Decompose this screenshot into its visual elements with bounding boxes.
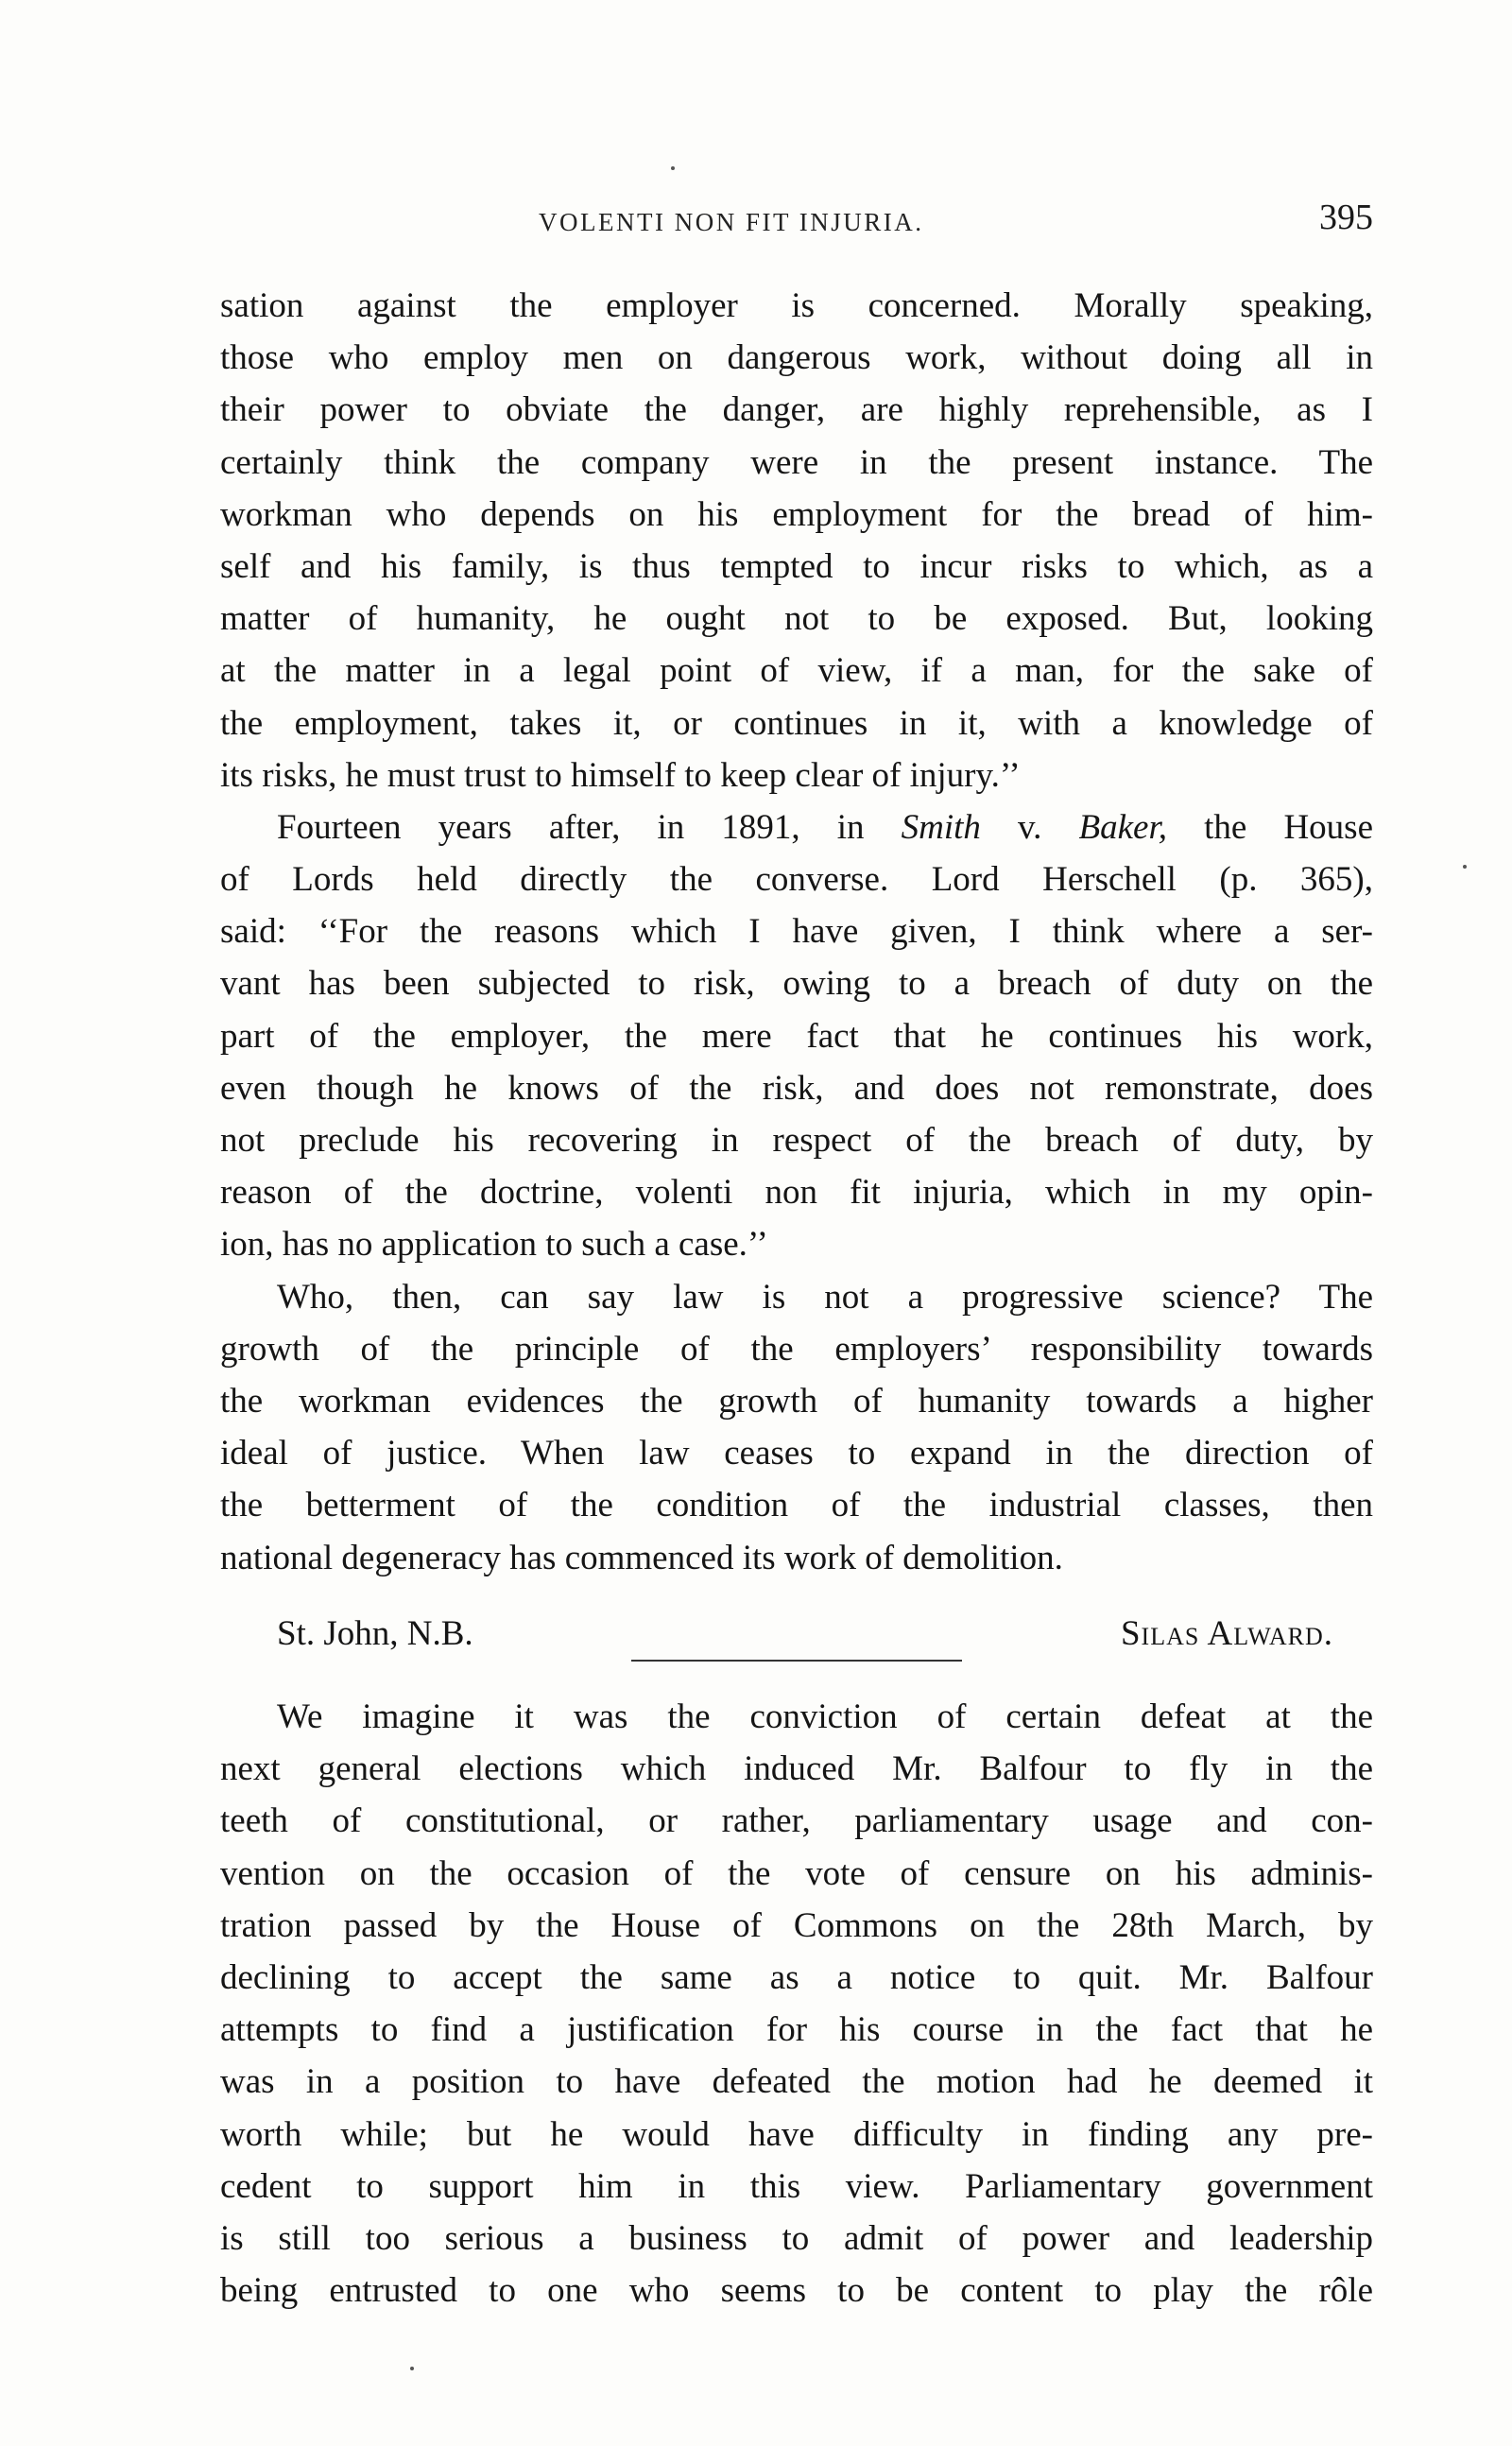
text-span: the House (1167, 807, 1373, 847)
paragraph-3 (220, 1271, 1373, 1584)
text-line: national degeneracy has commenced its work of demolition. (220, 1538, 1063, 1577)
text-line: Who, then, can say law is not a progressive science? The (277, 1277, 1373, 1317)
text-line: the employment, takes it, or continues in it, with a knowledge of (220, 703, 1373, 743)
signature-name: Silas Alward. (1120, 1614, 1333, 1653)
text-line: growth of the principle of the employers’ responsibility towards (220, 1329, 1373, 1369)
text-line: cedent to support him in this view. Parliamentary government (220, 2166, 1373, 2206)
text-line: teeth of constitutional, or rather, parliamentary usage and con- (220, 1801, 1373, 1841)
paragraph-2 (220, 801, 1373, 1271)
text-line: vention on the occasion of the vote of censure on his adminis- (220, 1853, 1373, 1893)
text-line: We imagine it was the conviction of certain defeat at the (277, 1697, 1373, 1736)
text-line: their power to obviate the danger, are highly reprehensible, as I (220, 390, 1373, 430)
text-line: its risks, he must trust to himself to keep clear of injury.’’ (220, 755, 1021, 795)
signature-block (220, 1613, 1373, 1670)
page-number: 395 (1319, 198, 1373, 237)
text-line: of Lords held directly the converse. Lord Herschell (p. 365), (220, 860, 1373, 900)
paragraph-4 (220, 1691, 1373, 2317)
text-line: declining to accept the same as a notice to quit. Mr. Balfour (220, 1957, 1373, 1997)
text-line: worth while; but he would have difficulty in finding any pre- (220, 2114, 1373, 2154)
text-line: not preclude his recovering in respect of the breach of duty, by (220, 1121, 1373, 1160)
scan-speck (671, 166, 675, 170)
scan-speck (1463, 865, 1467, 869)
paragraph-1 (220, 280, 1373, 801)
signature-place: St. John, N.B. (277, 1614, 473, 1653)
case-name-defendant: Baker, (1078, 807, 1168, 847)
running-head: VOLENTI NON FIT INJURIA. (539, 208, 924, 236)
text-line: even though he knows of the risk, and does not remonstrate, does (220, 1068, 1373, 1108)
text-line: self and his family, is thus tempted to incur risks to which, as a (220, 546, 1373, 586)
text-line: the betterment of the condition of the industrial classes, then (220, 1486, 1373, 1525)
second-article-text (220, 1691, 1373, 2317)
section-divider (631, 1660, 962, 1662)
text-line: vant has been subjected to risk, owing to a breach of duty on the (220, 964, 1373, 1004)
case-name-plaintiff: Smith (901, 807, 981, 847)
text-line: was in a position to have defeated the motion had he deemed it (220, 2062, 1373, 2102)
text-line: is still too serious a business to admit of power and leadership (220, 2218, 1373, 2258)
text-line: part of the employer, the mere fact that he continues his work, (220, 1016, 1373, 1056)
main-text (220, 280, 1373, 1584)
text-line: being entrusted to one who seems to be content to play the rôle (220, 2271, 1373, 2311)
text-span: Fourteen years after, in 1891, in (277, 807, 902, 847)
text-line: the workman evidences the growth of humanity towards a higher (220, 1381, 1373, 1421)
text-line: ion, has no application to such a case.’’ (220, 1225, 768, 1265)
text-line (220, 801, 1373, 853)
text-line: said: ‘‘For the reasons which I have given, I think where a ser- (220, 912, 1373, 952)
text-line: reason of the doctrine, volenti non fit injuria, which in my opin- (220, 1173, 1373, 1213)
text-line: attempts to find a justification for his course in the fact that he (220, 2010, 1373, 2050)
text-line: certainly think the company were in the present instance. The (220, 442, 1373, 482)
text-line: at the matter in a legal point of view, if a man, for the sake of (220, 651, 1373, 691)
text-line: tration passed by the House of Commons on the 28th March, by (220, 1905, 1373, 1945)
text-line: matter of humanity, he ought not to be exposed. But, looking (220, 599, 1373, 639)
text-line: ideal of justice. When law ceases to expand in the direction of (220, 1434, 1373, 1473)
text-line: workman who depends on his employment for the bread of him- (220, 494, 1373, 534)
text-line: sation against the employer is concerned. Morally speaking, (220, 286, 1373, 325)
page-header (220, 197, 1373, 244)
text-span: v. (980, 807, 1079, 847)
text-line: next general elections which induced Mr. Balfour to fly in the (220, 1749, 1373, 1789)
scan-speck (410, 2367, 414, 2370)
text-line: those who employ men on dangerous work, without doing all in (220, 338, 1373, 378)
